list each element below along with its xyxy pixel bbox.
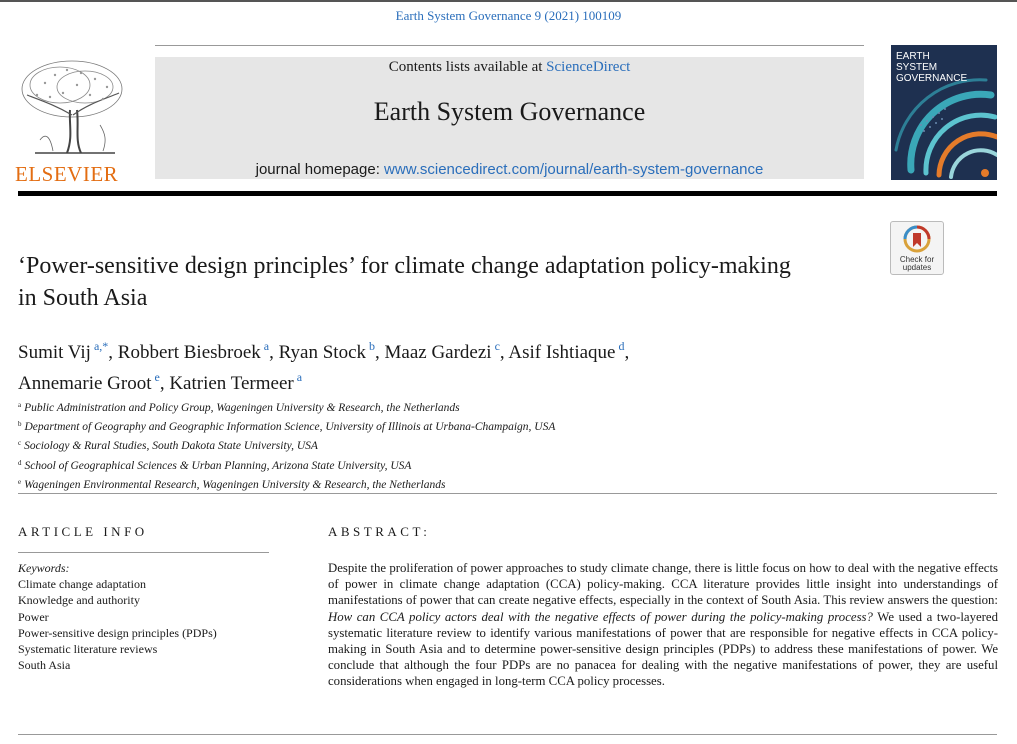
elsevier-tree-icon	[15, 55, 130, 160]
bottom-rule	[18, 734, 997, 735]
crossmark-icon	[903, 225, 931, 255]
author-name[interactable]: Ryan Stock	[278, 342, 366, 363]
keyword: Climate change adaptation	[18, 577, 146, 592]
homepage-line	[155, 161, 864, 178]
affiliation-mark[interactable]: e	[154, 370, 160, 384]
cover-title-line: SYSTEM	[896, 62, 938, 73]
affiliation-mark[interactable]: b	[369, 339, 375, 353]
author-name[interactable]: Annemarie Groot	[18, 373, 152, 394]
contents-line	[155, 59, 864, 76]
affiliation-item: $^d$ School of Geographical Sciences & Urban Planning, Arizona State University, USA	[18, 458, 412, 472]
cover-title	[896, 51, 986, 84]
keyword: Power	[18, 609, 49, 624]
keyword: Systematic literature reviews	[18, 642, 158, 657]
abstract-part: We used a two-layered systematic literature review to identify various manifestations of power that are responsible for negative effects in CCA policy-making in South Asia and to determine power-sensitive design principles (PDPs) to address these manifestations of power. We conclude that although the four PDPs are no panacea for dealing with the negative manifestations of power, they are useful considerations when engaged in long-term CCA policy processes.	[328, 609, 999, 689]
badge-line: updates	[902, 263, 932, 272]
check-for-updates-button[interactable]	[890, 221, 944, 275]
top-border	[0, 0, 1017, 2]
author-name[interactable]: Katrien Termeer	[169, 373, 294, 394]
affiliation-item: $^e$ Wageningen Environmental Research, Wageningen University & Research, the Netherlands	[18, 477, 446, 491]
keywords-list	[18, 560, 268, 673]
check-for-updates-label	[891, 256, 943, 272]
journal-homepage-link[interactable]: www.sciencedirect.com/journal/earth-system-governance	[384, 161, 764, 178]
abstract-text	[328, 560, 998, 724]
cover-title-line: EARTH	[896, 51, 930, 62]
author-name[interactable]: Robbert Biesbroek	[117, 342, 261, 363]
keyword: South Asia	[18, 658, 71, 673]
affiliation-mark[interactable]: a,*	[93, 339, 109, 353]
keyword: Power-sensitive design principles (PDPs)	[18, 625, 217, 640]
author-name[interactable]: Maaz Gardezi	[384, 342, 492, 363]
article-info-heading: ARTICLE INFO	[18, 524, 148, 539]
affiliations	[18, 397, 918, 493]
homepage-prefix: journal homepage:	[255, 161, 385, 178]
affiliation-item: $^c$ Sociology & Rural Studies, South Dakota State University, USA	[18, 439, 318, 453]
section-divider	[18, 493, 997, 494]
abstract-heading: ABSTRACT:	[328, 524, 431, 539]
affiliation-mark[interactable]: a	[263, 339, 270, 353]
affiliation-mark[interactable]: d	[618, 339, 625, 353]
affiliation-mark[interactable]: a	[296, 370, 303, 384]
cover-title-line: GOVERNANCE	[896, 73, 968, 84]
author-list: Sumit Vij $^{a,*}$, Robbert Biesbroek $^a$, Ryan Stock $^b$, Maaz Gardezi $^c$, Asif Ishtiaque $^d$, Annemarie Groot $^e$, Katrien Termeer $^a$	[18, 339, 630, 394]
keyword: Knowledge and authority	[18, 593, 140, 608]
header-rule	[155, 45, 864, 46]
author-name[interactable]: Asif Ishtiaque	[508, 342, 616, 363]
abstract-part: Despite the proliferation of power approaches to study climate change, there is little focus on how to deal with the negative effects of power in climate change adaptation (CCA) policy-making. CCA literature provides little insight into understandings of manifestations of power that can create negative effects, especially in the context of South Asia. This review answers the question:	[328, 561, 998, 608]
author-name[interactable]: Sumit Vij	[18, 342, 91, 363]
affiliation-mark[interactable]: c	[494, 339, 500, 353]
keywords-label: Keywords:	[18, 561, 70, 575]
publisher-name: ELSEVIER	[15, 162, 119, 186]
sciencedirect-link[interactable]: ScienceDirect	[546, 59, 631, 75]
journal-title: Earth System Governance	[373, 97, 646, 126]
research-question: How can CCA policy actors deal with the negative effects of power during the policy-making process?	[328, 609, 873, 624]
article-title: ‘Power-sensitive design principles’ for climate change adaptation policy-making in South Asia	[18, 253, 791, 311]
journal-masthead	[155, 57, 864, 179]
affiliation-item: $^b$ Department of Geography and Geographic Information Science, University of Illinois at Urbana-Champaign, USA	[18, 420, 556, 434]
contents-prefix: Contents lists available at	[388, 59, 547, 75]
journal-cover[interactable]	[891, 45, 997, 180]
elsevier-logo	[15, 55, 130, 186]
journal-citation[interactable]: Earth System Governance 9 (2021) 100109	[395, 8, 622, 23]
affiliation-item: $^a$ Public Administration and Policy Group, Wageningen University & Research, the Netherlands	[18, 401, 460, 414]
article-info-rule	[18, 552, 269, 553]
masthead-divider	[18, 191, 997, 196]
badge-line: Check for	[899, 255, 935, 264]
